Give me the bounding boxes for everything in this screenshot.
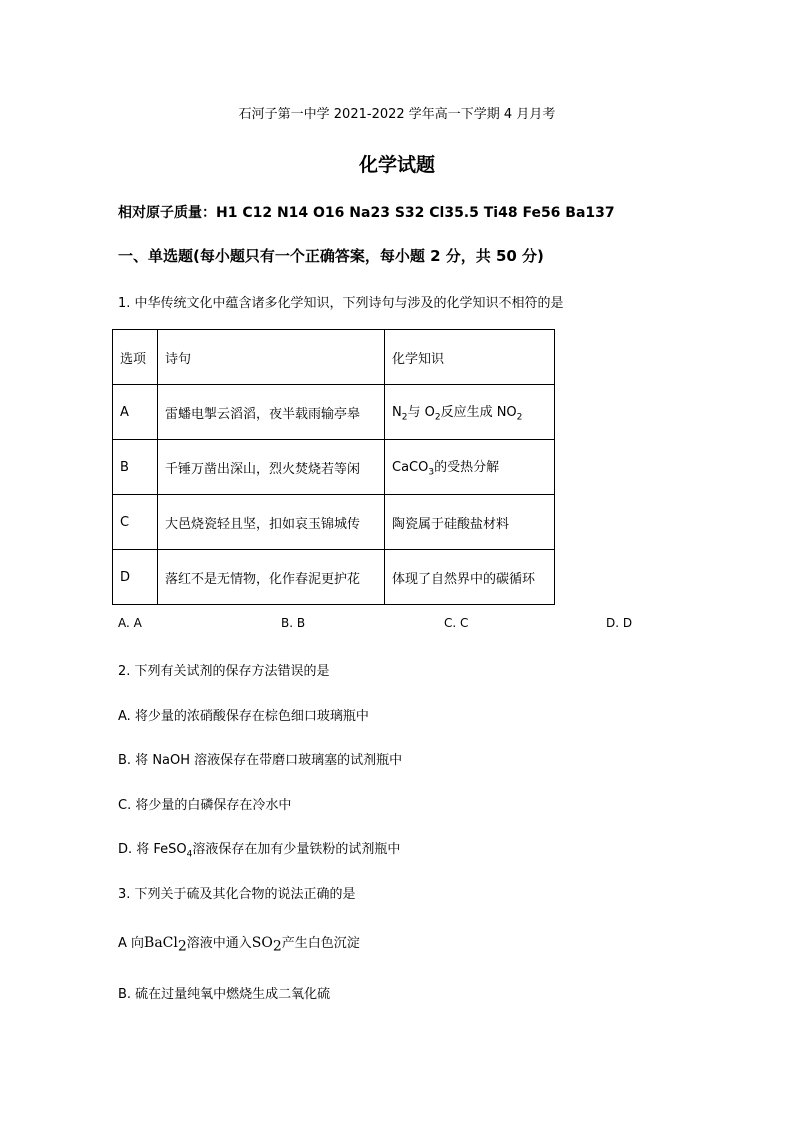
school-exam-line: 石河子第一中学 2021-2022 学年高一下学期 4 月月考: [238, 107, 556, 122]
table-header-knowledge: 化学知识: [385, 330, 555, 385]
table-cell-knowledge: [385, 440, 555, 495]
option-text: 溶液保存在加有少量铁粉的试剂瓶中: [192, 842, 401, 857]
question-2-stem: 2. 下列有关试剂的保存方法错误的是: [118, 664, 330, 679]
question-2-option-d: [118, 838, 400, 860]
option-text: D. 将 FeSO: [118, 842, 187, 857]
question-2-option-c: C. 将少量的白磷保存在冷水中: [118, 798, 292, 813]
table-row: [113, 495, 555, 550]
question-2-option-b: B. 将 NaOH 溶液保存在带磨口玻璃塞的试剂瓶中: [118, 753, 403, 768]
option-text: A 向: [118, 936, 145, 951]
table-row: [113, 440, 555, 495]
formula-bacl2: BaCl: [144, 935, 178, 951]
option-text: 产生白色沉淀: [281, 936, 360, 951]
formula-text: N: [392, 405, 402, 421]
table-cell-option: C: [113, 495, 158, 550]
subscript: 3: [428, 467, 435, 478]
table-cell-knowledge: 体现了自然界中的碳循环: [385, 550, 555, 605]
table-cell-poem: 大邑烧瓷轻且坚，扣如哀玉锦城传: [158, 495, 385, 550]
subscript: 2: [177, 938, 187, 955]
page-title: 化学试题: [358, 154, 435, 176]
table-cell-option: D: [113, 550, 158, 605]
option-text: 溶液中通入: [186, 936, 252, 951]
question-3-option-a: [118, 932, 360, 955]
table-header-poem: 诗句: [158, 330, 385, 385]
formula-text: 反应生成 NO: [440, 405, 517, 421]
question-1-choice-b: B. B: [281, 616, 306, 630]
table-cell-option: A: [113, 385, 158, 440]
table-row: [113, 550, 555, 605]
table-cell-poem: 落红不是无情物，化作春泥更护花: [158, 550, 385, 605]
question-1-choice-d: D. D: [606, 616, 633, 630]
question-3-stem: 3. 下列关于硫及其化合物的说法正确的是: [118, 887, 356, 902]
table-cell-poem: 千锤万凿出深山，烈火焚烧若等闲: [158, 440, 385, 495]
table-cell-poem: 雷蟠电掣云滔滔，夜半载雨输亭皋: [158, 385, 385, 440]
formula-so2: SO: [251, 935, 273, 951]
question-3-option-b: B. 硫在过量纯氧中燃烧生成二氧化硫: [118, 987, 331, 1002]
formula-text: CaCO: [392, 460, 429, 476]
formula-text: 与 O: [407, 405, 435, 421]
subscript: 2: [434, 412, 441, 423]
question-1-table: [112, 329, 555, 605]
table-cell-knowledge: 陶瓷属于硅酸盐材料: [385, 495, 555, 550]
question-1-stem: 1. 中华传统文化中蕴含诸多化学知识，下列诗句与涉及的化学知识不相符的是: [118, 296, 564, 311]
table-header-row: [113, 330, 555, 385]
subscript: 2: [401, 412, 408, 423]
atomic-mass-line: 相对原子质量：H1 C12 N14 O16 Na23 S32 Cl35.5 Ti48 Fe56 Ba137: [118, 205, 615, 221]
section-title: 一、单选题(每小题只有一个正确答案，每小题 2 分，共 50 分): [118, 247, 544, 265]
subscript: 2: [272, 938, 282, 955]
formula-text: 的受热分解: [434, 460, 500, 476]
question-1-choice-a: A. A: [118, 616, 142, 630]
subscript: 4: [186, 849, 193, 860]
table-cell-option: B: [113, 440, 158, 495]
question-2-option-a: A. 将少量的浓硝酸保存在棕色细口玻璃瓶中: [118, 709, 369, 724]
table-row: [113, 385, 555, 440]
table-cell-knowledge: [385, 385, 555, 440]
table-header-option: 选项: [113, 330, 158, 385]
subscript: 2: [516, 412, 523, 423]
question-1-choice-c: C. C: [444, 616, 469, 630]
